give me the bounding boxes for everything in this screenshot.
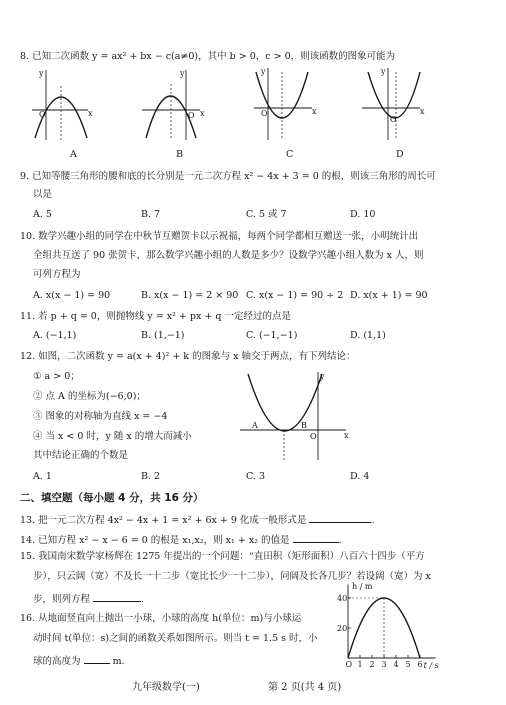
q12-option-c: C. 3 [246,471,266,482]
q16-answer-blank[interactable] [84,654,110,664]
q9-stem: 9. 已知等腰三角形的腰和底的长分别是一元二次方程 x² − 4x + 3 = 0 的根，则该三角形的周长可 [20,171,436,182]
svg-text:O: O [390,115,397,124]
q16-y-tick-label: 20 [337,624,348,633]
q16-x-tick-label: 1 [357,660,363,669]
svg-text:y: y [381,67,386,76]
q8-label-d: D [396,149,404,160]
svg-text:y: y [261,67,266,76]
q8-label-a: A [70,149,77,160]
q15-answer-blank[interactable] [93,592,141,602]
q11-option-b: B. (1,−1) [141,330,185,341]
q12-stem: 12. 如图，二次函数 y = a(x + 4)² + k 的图象与 x 轴交于两点，有下列结论： [20,351,356,362]
footer-grade-subject: 九年级数学(一) [132,682,200,693]
q8-label-b: B [176,149,183,160]
q16-stem-3: 球的高度为 [33,656,81,667]
q12-fig-y-label: y [320,372,325,381]
q12-statement-2: ② 点 A 的坐标为(−6,0)； [33,391,146,402]
q16-line-1: 16. 从地面竖直向上抛出一小球，小球的高度 h(单位：m)与小球运 [20,613,302,624]
q16-x-tick-label: 3 [381,660,387,669]
q16-height-time-chart [336,582,442,670]
q16-data-point [407,624,408,625]
q9-stem-2: 以是 [33,189,53,200]
svg-text:O: O [261,109,268,118]
q16-line-2: 动时间 t(单位：s)之间的函数关系如图所示。则当 t = 1.5 s 时，小 [33,633,318,644]
q10-option-c: C. x(x − 1) = 90 ÷ 2 [246,290,344,301]
q16-data-point [359,624,360,625]
q9-option-c: C. 5 或 7 [246,209,287,220]
q14-stem: 14. 已知方程 x² − x − 6 = 0 的根是 x₁,x₂，则 x₁ + x₂ 的值是 [20,535,290,546]
q12-option-b: B. 2 [141,471,161,482]
q12-parabola-figure [238,370,350,462]
q8-graph-b [140,66,204,144]
q14-answer-blank[interactable] [293,533,339,543]
svg-text:x: x [312,107,317,116]
svg-text:x: x [200,109,205,118]
q11-stem: 11. 若 p + q = 0，则抛物线 y = x² + px + q 一定经过的点是 [20,311,291,322]
q16-data-point [347,657,348,658]
q8-label-c: C [286,149,294,160]
q10-stem-3: 可列方程为 [33,269,81,280]
q11-option-d: D. (1,1) [350,330,386,341]
q12-option-d: D. 4 [350,471,370,482]
q11-option-c: C. (−1,−1) [246,330,298,341]
q15-stem-3: 步，则列方程 [33,594,91,605]
svg-text:O: O [39,110,46,119]
svg-text:y: y [180,69,185,78]
svg-text:x: x [88,109,93,118]
q9-option-d: D. 10 [350,209,376,220]
q16-x-tick-label: 2 [369,660,375,669]
q13-line: 13. 把一元二次方程 4x² − 4x + 1 = x² + 6x + 9 化成一般形式是 . [20,515,375,526]
q16-data-point [419,657,420,658]
q9-option-a: A. 5 [33,209,52,220]
q12-fig-x-label: x [344,431,349,440]
q13-stem: 13. 把一元二次方程 4x² − 4x + 1 = x² + 6x + 9 化成一般形式是 [20,515,307,526]
q10-stem: 10. 数学兴趣小组的同学在中秋节互赠贺卡以示祝福，每两个同学都相互赠送一张，小明统计出 [20,231,419,242]
svg-text:O: O [188,111,195,120]
q10-option-d: D. x(x + 1) = 90 [350,290,428,301]
q16-line-3 [33,654,125,668]
q12-statement-5: 其中结论正确的个数是 [33,450,129,461]
q15-line-3: 步，则列方程 . [33,594,145,605]
q12-fig-point-b: B [301,421,307,430]
q14-line: 14. 已知方程 x² − x − 6 = 0 的根是 x₁,x₂，则 x₁ + x₂ 的值是 . [20,535,342,546]
q8-graph-a [30,66,92,144]
q16-data-point [371,604,372,605]
svg-text:x: x [420,107,425,116]
q13-answer-blank[interactable] [309,513,371,523]
q8-graph-d [360,64,424,144]
svg-text:y: y [39,69,44,78]
q12-option-a: A. 1 [33,471,52,482]
q15-line-2: 步），只云阔（宽）不及长一十二步（宽比长少一十二步），问阔及长各几步？若设阔（宽）为 x [33,571,431,582]
q12-fig-origin: O [310,432,317,441]
section-2-title: 二、填空题（每小题 4 分，共 16 分） [20,492,204,504]
q11-option-a: A. (−1,1) [33,330,77,341]
q16-y-axis-label: h / m [352,582,373,591]
q16-x-tick-label: 5 [405,660,411,669]
q16-x-tick-label: 4 [393,660,399,669]
q12-statement-4: ④ 当 x < 0 时，y 随 x 的增大而减小 [33,431,192,442]
q10-stem-2: 全组共互送了 90 张贺卡，那么数学兴趣小组的人数是多少？设数学兴趣小组人数为 x 人，则 [33,250,424,261]
q8-stem: 8. 已知二次函数 y = ax² + bx − c(a≠0)，其中 b > 0，c > 0，则该函数的图象可能为 [20,51,396,62]
q15-line-1: 15. 我国南宋数学家杨辉在 1275 年提出的一个问题：“直田积（矩形面积）八百六十四步（平方 [20,551,425,562]
q16-unit: m. [112,656,125,667]
q8-graph-c [252,64,316,144]
q16-y-tick-label: 40 [337,594,348,603]
q16-data-point [383,597,384,598]
q9-option-b: B. 7 [141,209,161,220]
q10-option-b: B. x(x − 1) = 2 × 90 [141,290,239,301]
q16-x-tick-label: 6 [417,660,423,669]
footer-page-number: 第 2 页(共 4 页) [268,682,342,693]
q12-fig-point-a: A [252,421,258,430]
q16-x-tick-label: O [345,660,353,669]
q10-option-a: A. x(x − 1) = 90 [33,290,111,301]
q16-x-axis-label: t / s [423,661,439,670]
q12-statement-1: ① a > 0； [33,371,80,382]
q16-data-point [395,604,396,605]
q12-statement-3: ③ 图象的对称轴为直线 x = −4 [33,411,168,422]
